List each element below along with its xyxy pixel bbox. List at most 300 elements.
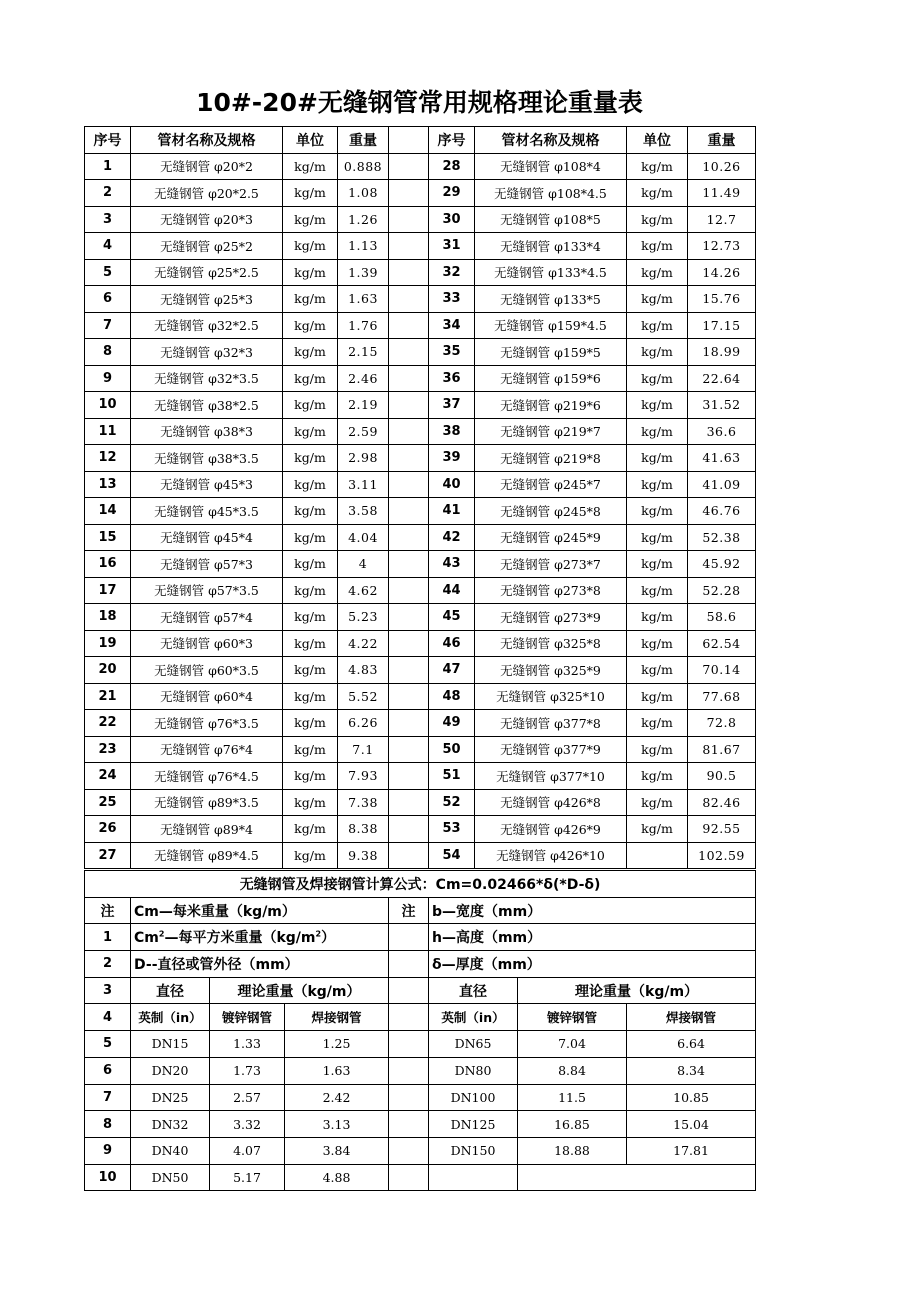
unit-cell: kg/m [627, 657, 688, 684]
diameter-header: 直径 [131, 977, 210, 1004]
row-index: 24 [85, 763, 131, 790]
row-index: 29 [429, 180, 475, 207]
spacer-cell [389, 924, 429, 951]
row-number: 2 [85, 951, 131, 978]
pipe-spec: 无缝钢管 φ57*3.5 [131, 577, 283, 604]
row-index: 10 [85, 392, 131, 419]
row-index: 6 [85, 286, 131, 313]
pipe-spec: 无缝钢管 φ60*3 [131, 630, 283, 657]
pipe-spec: 无缝钢管 φ273*8 [475, 577, 627, 604]
row-index: 9 [85, 365, 131, 392]
unit-cell: kg/m [283, 816, 338, 843]
table-row [85, 816, 756, 843]
welded-weight: 1.25 [285, 1031, 389, 1058]
unit-cell: kg/m [283, 445, 338, 472]
row-index: 4 [85, 233, 131, 260]
pipe-spec: 无缝钢管 φ76*3.5 [131, 710, 283, 737]
unit-cell: kg/m [283, 683, 338, 710]
weight-cell: 90.5 [688, 763, 756, 790]
pipe-row [85, 1057, 756, 1084]
pipe-spec: 无缝钢管 φ20*3 [131, 206, 283, 233]
pipe-spec: 无缝钢管 φ89*4.5 [131, 842, 283, 869]
welded-weight: 2.42 [285, 1084, 389, 1111]
weight-cell: 1.76 [338, 312, 389, 339]
galvanized-weight: 18.88 [518, 1137, 627, 1164]
weight-cell: 3.11 [338, 471, 389, 498]
table-row [85, 233, 756, 260]
weight-cell: 0.888 [338, 153, 389, 180]
spacer-cell [389, 1084, 429, 1111]
row-number: 3 [85, 977, 131, 1004]
pipe-row [85, 1111, 756, 1138]
dn-size: DN15 [131, 1031, 210, 1058]
spacer-cell [389, 339, 429, 366]
weight-cell: 4.83 [338, 657, 389, 684]
welded-weight: 15.04 [627, 1111, 756, 1138]
weight-cell: 7.38 [338, 789, 389, 816]
row-index: 41 [429, 498, 475, 525]
row-index: 27 [85, 842, 131, 869]
table-row [85, 445, 756, 472]
row-index: 39 [429, 445, 475, 472]
weight-cell: 1.08 [338, 180, 389, 207]
dn-size: DN32 [131, 1111, 210, 1138]
unit-cell: kg/m [283, 736, 338, 763]
weight-cell: 2.46 [338, 365, 389, 392]
spacer-cell [389, 206, 429, 233]
unit-cell: kg/m [627, 577, 688, 604]
weight-cell: 1.63 [338, 286, 389, 313]
row-number: 4 [85, 1004, 131, 1031]
welded-weight: 4.88 [285, 1164, 389, 1191]
pipe-spec: 无缝钢管 φ219*8 [475, 445, 627, 472]
row-index: 38 [429, 418, 475, 445]
table-row [85, 551, 756, 578]
row-index: 35 [429, 339, 475, 366]
table-row [85, 710, 756, 737]
unit-cell: kg/m [627, 233, 688, 260]
table-row [85, 206, 756, 233]
spacer-cell [389, 153, 429, 180]
spacer-cell [389, 710, 429, 737]
spacer-cell [389, 365, 429, 392]
unit-cell: kg/m [627, 816, 688, 843]
galvanized-weight: 3.32 [210, 1111, 285, 1138]
spacer-cell [389, 1004, 429, 1031]
welded-weight: 17.81 [627, 1137, 756, 1164]
unit-cell: kg/m [283, 392, 338, 419]
spacer-cell [389, 233, 429, 260]
pipe-spec: 无缝钢管 φ133*4 [475, 233, 627, 260]
dn-size: DN150 [429, 1137, 518, 1164]
pipe-spec: 无缝钢管 φ38*3 [131, 418, 283, 445]
pipe-spec: 无缝钢管 φ325*9 [475, 657, 627, 684]
unit-cell: kg/m [283, 339, 338, 366]
pipe-spec: 无缝钢管 φ32*2.5 [131, 312, 283, 339]
spacer-cell [389, 498, 429, 525]
pipe-spec: 无缝钢管 φ219*6 [475, 392, 627, 419]
weight-cell: 10.26 [688, 153, 756, 180]
dn-size: DN20 [131, 1057, 210, 1084]
spacer-cell [389, 977, 429, 1004]
weight-header: 理论重量（kg/m） [518, 977, 756, 1004]
header-weight: 重量 [688, 127, 756, 154]
spacer-cell [389, 577, 429, 604]
h-definition: h—高度（mm） [429, 924, 756, 951]
unit-cell: kg/m [283, 524, 338, 551]
galvanized-weight: 7.04 [518, 1031, 627, 1058]
weight-cell: 31.52 [688, 392, 756, 419]
table-row [85, 604, 756, 631]
pipe-spec: 无缝钢管 φ32*3 [131, 339, 283, 366]
unit-cell: kg/m [283, 577, 338, 604]
galvanized-header: 镀锌钢管 [518, 1004, 627, 1031]
unit-cell: kg/m [627, 604, 688, 631]
unit-cell: kg/m [283, 630, 338, 657]
row-index: 3 [85, 206, 131, 233]
welded-header: 焊接钢管 [627, 1004, 756, 1031]
unit-cell: kg/m [283, 657, 338, 684]
pipe-spec: 无缝钢管 φ426*9 [475, 816, 627, 843]
pipe-spec: 无缝钢管 φ245*8 [475, 498, 627, 525]
pipe-spec: 无缝钢管 φ38*3.5 [131, 445, 283, 472]
table-row [85, 392, 756, 419]
weight-cell: 52.28 [688, 577, 756, 604]
unit-cell: kg/m [283, 365, 338, 392]
spacer-cell [389, 1111, 429, 1138]
welded-weight: 10.85 [627, 1084, 756, 1111]
row-index: 46 [429, 630, 475, 657]
unit-cell: kg/m [627, 710, 688, 737]
note-label: 注 [85, 897, 131, 924]
weight-cell: 2.15 [338, 339, 389, 366]
weight-cell: 5.52 [338, 683, 389, 710]
pipe-spec: 无缝钢管 φ45*3.5 [131, 498, 283, 525]
unit-cell: kg/m [627, 312, 688, 339]
row-number: 1 [85, 924, 131, 951]
weight-cell: 22.64 [688, 365, 756, 392]
d-definition: D--直径或管外径（mm） [131, 951, 389, 978]
note-row [85, 924, 756, 951]
row-index: 22 [85, 710, 131, 737]
galvanized-weight: 1.73 [210, 1057, 285, 1084]
galvanized-weight: 11.5 [518, 1084, 627, 1111]
welded-weight: 8.34 [627, 1057, 756, 1084]
row-index: 16 [85, 551, 131, 578]
delta-definition: δ—厚度（mm） [429, 951, 756, 978]
row-index: 47 [429, 657, 475, 684]
row-number: 6 [85, 1057, 131, 1084]
galvanized-weight: 2.57 [210, 1084, 285, 1111]
row-index: 33 [429, 286, 475, 313]
spacer-cell [389, 683, 429, 710]
galvanized-header: 镀锌钢管 [210, 1004, 285, 1031]
pipe-spec: 无缝钢管 φ25*2 [131, 233, 283, 260]
dn-size: DN100 [429, 1084, 518, 1111]
unit-cell: kg/m [283, 153, 338, 180]
header-index: 序号 [429, 127, 475, 154]
pipe-spec: 无缝钢管 φ159*6 [475, 365, 627, 392]
unit-cell: kg/m [627, 683, 688, 710]
weight-cell: 58.6 [688, 604, 756, 631]
pipe-spec: 无缝钢管 φ273*9 [475, 604, 627, 631]
header-weight: 重量 [338, 127, 389, 154]
row-number: 5 [85, 1031, 131, 1058]
weight-cell: 1.26 [338, 206, 389, 233]
pipe-spec: 无缝钢管 φ377*9 [475, 736, 627, 763]
pipe-spec: 无缝钢管 φ219*7 [475, 418, 627, 445]
row-index: 43 [429, 551, 475, 578]
weight-cell: 2.98 [338, 445, 389, 472]
pipe-spec: 无缝钢管 φ45*4 [131, 524, 283, 551]
pipe-spec: 无缝钢管 φ245*9 [475, 524, 627, 551]
pipe-spec: 无缝钢管 φ108*5 [475, 206, 627, 233]
pipe-spec: 无缝钢管 φ25*2.5 [131, 259, 283, 286]
pipe-spec: 无缝钢管 φ245*7 [475, 471, 627, 498]
row-number: 9 [85, 1137, 131, 1164]
weight-cell: 72.8 [688, 710, 756, 737]
pipe-spec: 无缝钢管 φ57*4 [131, 604, 283, 631]
weight-cell: 9.38 [338, 842, 389, 869]
unit-cell: kg/m [627, 259, 688, 286]
galvanized-weight: 1.33 [210, 1031, 285, 1058]
pipe-spec: 无缝钢管 φ108*4 [475, 153, 627, 180]
spacer-cell [389, 286, 429, 313]
weight-cell: 41.09 [688, 471, 756, 498]
unit-cell: kg/m [627, 524, 688, 551]
row-index: 1 [85, 153, 131, 180]
formula-and-pipe-table [84, 870, 756, 1191]
header-index: 序号 [85, 127, 131, 154]
unit-cell: kg/m [283, 604, 338, 631]
unit-cell: kg/m [627, 206, 688, 233]
unit-cell: kg/m [627, 365, 688, 392]
weight-cell: 3.58 [338, 498, 389, 525]
row-index: 45 [429, 604, 475, 631]
spacer-cell [389, 1137, 429, 1164]
pipe-row [85, 1164, 756, 1191]
dn-size: DN25 [131, 1084, 210, 1111]
row-index: 23 [85, 736, 131, 763]
pipe-spec: 无缝钢管 φ89*4 [131, 816, 283, 843]
row-index: 21 [85, 683, 131, 710]
spacer-cell [389, 816, 429, 843]
unit-cell: kg/m [627, 471, 688, 498]
imperial-header: 英制（in） [429, 1004, 518, 1031]
weight-cell: 1.13 [338, 233, 389, 260]
note-row [85, 951, 756, 978]
pipe-weight-table [84, 126, 756, 869]
welded-weight: 3.13 [285, 1111, 389, 1138]
weight-cell: 4.04 [338, 524, 389, 551]
row-index: 53 [429, 816, 475, 843]
header-unit: 单位 [283, 127, 338, 154]
unit-cell: kg/m [283, 233, 338, 260]
unit-cell: kg/m [627, 445, 688, 472]
dn-size [429, 1164, 518, 1191]
weight-cell: 14.26 [688, 259, 756, 286]
weight-cell: 2.59 [338, 418, 389, 445]
row-index: 48 [429, 683, 475, 710]
row-index: 8 [85, 339, 131, 366]
table-row [85, 312, 756, 339]
pipe-spec: 无缝钢管 φ377*8 [475, 710, 627, 737]
weight-cell: 1.39 [338, 259, 389, 286]
row-index: 20 [85, 657, 131, 684]
pipe-spec: 无缝钢管 φ426*10 [475, 842, 627, 869]
spacer-cell [389, 789, 429, 816]
weight-cell: 7.93 [338, 763, 389, 790]
welded-header: 焊接钢管 [285, 1004, 389, 1031]
row-index: 54 [429, 842, 475, 869]
row-index: 18 [85, 604, 131, 631]
row-index: 14 [85, 498, 131, 525]
unit-cell: kg/m [283, 789, 338, 816]
row-index: 36 [429, 365, 475, 392]
unit-cell: kg/m [283, 312, 338, 339]
table-row [85, 763, 756, 790]
galvanized-weight: 8.84 [518, 1057, 627, 1084]
weight-cell: 46.76 [688, 498, 756, 525]
unit-cell: kg/m [627, 789, 688, 816]
weight-cell: 4.22 [338, 630, 389, 657]
spacer-cell [389, 1057, 429, 1084]
row-index: 5 [85, 259, 131, 286]
row-index: 26 [85, 816, 131, 843]
row-index: 37 [429, 392, 475, 419]
spacer-cell [389, 551, 429, 578]
row-index: 31 [429, 233, 475, 260]
row-index: 42 [429, 524, 475, 551]
welded-weight: 3.84 [285, 1137, 389, 1164]
pipe-spec: 无缝钢管 φ133*5 [475, 286, 627, 313]
note-row [85, 897, 756, 924]
cm-definition: Cm—每米重量（kg/m） [131, 897, 389, 924]
pipe-spec: 无缝钢管 φ45*3 [131, 471, 283, 498]
spacer-cell [389, 392, 429, 419]
unit-cell: kg/m [627, 339, 688, 366]
weight-cell: 102.59 [688, 842, 756, 869]
unit-cell: kg/m [283, 763, 338, 790]
pipe-spec: 无缝钢管 φ57*3 [131, 551, 283, 578]
row-index: 30 [429, 206, 475, 233]
spacer-cell [389, 312, 429, 339]
galvanized-weight: 16.85 [518, 1111, 627, 1138]
unit-cell: kg/m [627, 153, 688, 180]
pipe-subheader-row [85, 1004, 756, 1031]
pipe-spec: 无缝钢管 φ32*3.5 [131, 365, 283, 392]
unit-cell: kg/m [283, 418, 338, 445]
row-index: 7 [85, 312, 131, 339]
weight-cell: 36.6 [688, 418, 756, 445]
unit-cell: kg/m [283, 551, 338, 578]
pipe-spec: 无缝钢管 φ76*4 [131, 736, 283, 763]
table-row [85, 683, 756, 710]
spacer-cell [389, 471, 429, 498]
row-number: 10 [85, 1164, 131, 1191]
row-index: 32 [429, 259, 475, 286]
spacer-cell [389, 180, 429, 207]
pipe-spec: 无缝钢管 φ38*2.5 [131, 392, 283, 419]
dn-size: DN80 [429, 1057, 518, 1084]
row-index: 40 [429, 471, 475, 498]
empty-cell [518, 1164, 756, 1191]
weight-cell: 2.19 [338, 392, 389, 419]
weight-cell: 70.14 [688, 657, 756, 684]
spacer-cell [389, 127, 429, 154]
unit-cell: kg/m [627, 180, 688, 207]
spacer-cell [389, 1031, 429, 1058]
weight-cell: 4 [338, 551, 389, 578]
row-index: 50 [429, 736, 475, 763]
header-unit: 单位 [627, 127, 688, 154]
unit-cell: kg/m [283, 471, 338, 498]
table-header-row [85, 127, 756, 154]
row-index: 19 [85, 630, 131, 657]
dn-size: DN125 [429, 1111, 518, 1138]
spacer-cell [389, 445, 429, 472]
imperial-header: 英制（in） [131, 1004, 210, 1031]
weight-cell: 7.1 [338, 736, 389, 763]
spacer-cell [389, 842, 429, 869]
pipe-spec: 无缝钢管 φ60*4 [131, 683, 283, 710]
pipe-spec: 无缝钢管 φ325*10 [475, 683, 627, 710]
row-index: 25 [85, 789, 131, 816]
unit-cell: kg/m [627, 630, 688, 657]
weight-header: 理论重量（kg/m） [210, 977, 389, 1004]
spacer-cell [389, 951, 429, 978]
unit-cell: kg/m [283, 710, 338, 737]
unit-cell: kg/m [283, 180, 338, 207]
unit-cell: kg/m [283, 842, 338, 869]
spacer-cell [389, 259, 429, 286]
row-index: 2 [85, 180, 131, 207]
spacer-cell [389, 736, 429, 763]
weight-cell: 12.73 [688, 233, 756, 260]
weight-cell: 77.68 [688, 683, 756, 710]
pipe-header-row [85, 977, 756, 1004]
weight-cell: 18.99 [688, 339, 756, 366]
weight-cell: 6.26 [338, 710, 389, 737]
row-index: 12 [85, 445, 131, 472]
galvanized-weight: 4.07 [210, 1137, 285, 1164]
spacer-cell [389, 604, 429, 631]
header-name: 管材名称及规格 [131, 127, 283, 154]
table-row [85, 498, 756, 525]
row-index: 11 [85, 418, 131, 445]
row-index: 52 [429, 789, 475, 816]
unit-cell: kg/m [627, 763, 688, 790]
table-row [85, 789, 756, 816]
table-row [85, 524, 756, 551]
galvanized-weight: 5.17 [210, 1164, 285, 1191]
table-row [85, 286, 756, 313]
unit-cell: kg/m [283, 206, 338, 233]
pipe-spec: 无缝钢管 φ20*2.5 [131, 180, 283, 207]
spacer-cell [389, 657, 429, 684]
table-row [85, 365, 756, 392]
pipe-row [85, 1031, 756, 1058]
pipe-row [85, 1084, 756, 1111]
table-row [85, 630, 756, 657]
row-number: 8 [85, 1111, 131, 1138]
table-row [85, 418, 756, 445]
weight-cell: 81.67 [688, 736, 756, 763]
row-index: 49 [429, 710, 475, 737]
weight-cell: 62.54 [688, 630, 756, 657]
weight-cell: 8.38 [338, 816, 389, 843]
cm2-definition: Cm$^2$—每平方米重量$(kg/m^2)$ [131, 924, 389, 951]
